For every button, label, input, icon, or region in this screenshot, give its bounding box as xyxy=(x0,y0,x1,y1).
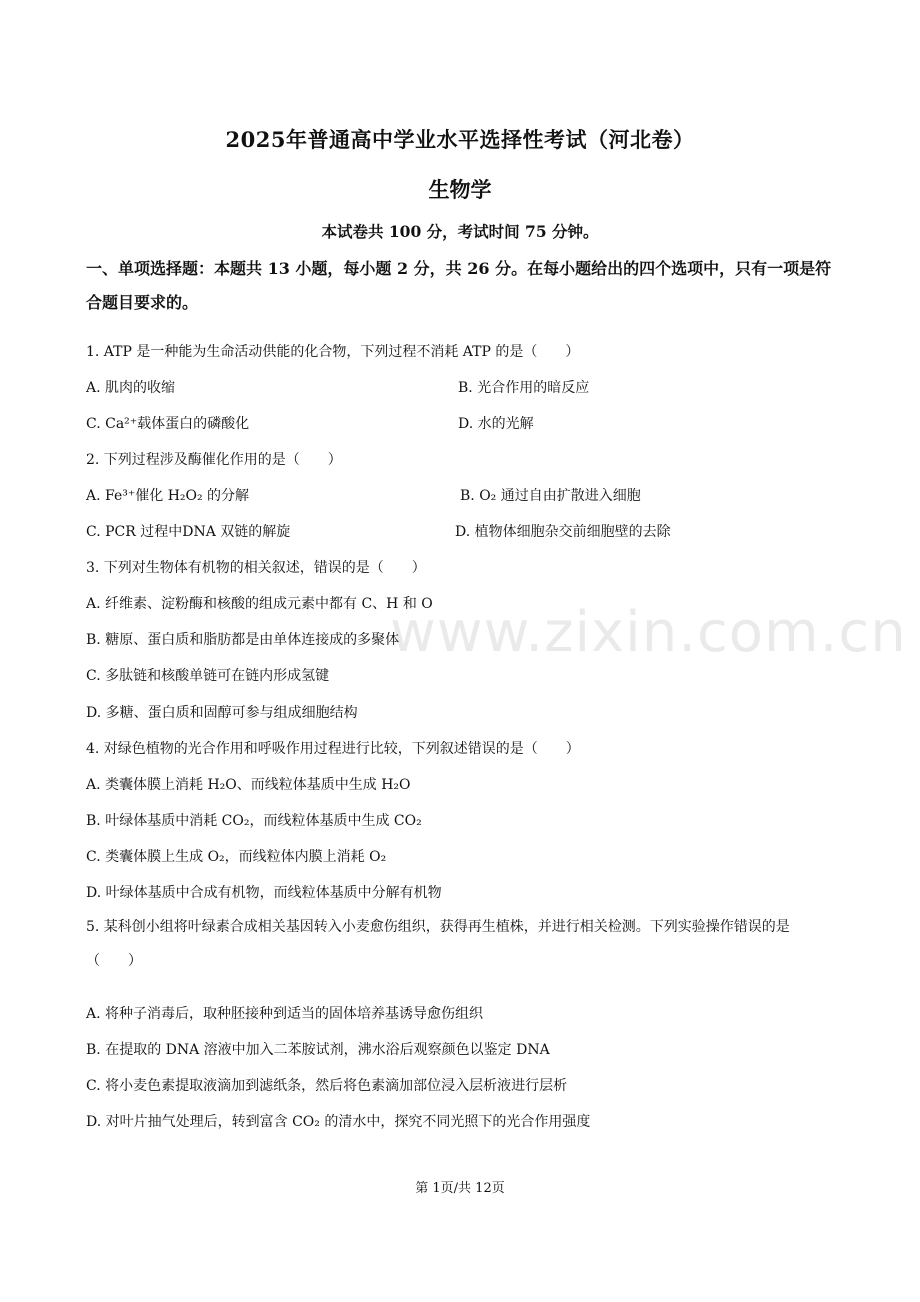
q5-option-a: A. 将种子消毒后，取种胚接种到适当的固体培养基诱导愈伤组织 xyxy=(86,1006,484,1022)
q2-stem: 2. 下列过程涉及酶催化作用的是（ ） xyxy=(86,452,342,468)
q1-stem: 1. ATP 是一种能为生命活动供能的化合物，下列过程不消耗 ATP 的是（ ） xyxy=(86,344,580,360)
q2-option-a: A. Fe³⁺催化 H₂O₂ 的分解 xyxy=(86,488,250,504)
q1-option-d: D. 水的光解 xyxy=(458,416,534,432)
section-heading: 一、单项选择题：本题共 13 小题，每小题 2 分，共 26 分。在每小题给出的四个选项中，只有一项是符合题目要求的。 xyxy=(86,259,832,312)
q5-option-c: C. 将小麦色素提取液滴加到滤纸条，然后将色素滴加部位浸入层析液进行层析 xyxy=(86,1078,568,1094)
q1-option-a: A. 肌肉的收缩 xyxy=(86,380,176,396)
q2-option-d: D. 植物体细胞杂交前细胞壁的去除 xyxy=(455,524,671,540)
q3-stem: 3. 下列对生物体有机物的相关叙述，错误的是（ ） xyxy=(86,560,426,576)
q4-stem: 4. 对绿色植物的光合作用和呼吸作用过程进行比较，下列叙述错误的是（ ） xyxy=(86,741,580,757)
q4-option-c: C. 类囊体膜上生成 O₂，而线粒体内膜上消耗 O₂ xyxy=(86,849,387,865)
q2-option-c: C. PCR 过程中DNA 双链的解旋 xyxy=(86,524,291,540)
q4-option-a: A. 类囊体膜上消耗 H₂O、而线粒体基质中生成 H₂O xyxy=(86,777,411,793)
exam-title: 2025年普通高中学业水平选择性考试（河北卷） xyxy=(225,127,695,152)
q3-option-c: C. 多肽链和核酸单链可在链内形成氢键 xyxy=(86,668,330,684)
q4-option-d: D. 叶绿体基质中合成有机物，而线粒体基质中分解有机物 xyxy=(86,885,442,901)
q5-option-b: B. 在提取的 DNA 溶液中加入二苯胺试剂，沸水浴后观察颜色以鉴定 DNA xyxy=(86,1042,550,1058)
q5-option-d: D. 对叶片抽气处理后，转到富含 CO₂ 的清水中，探究不同光照下的光合作用强度 xyxy=(86,1114,591,1130)
page-number: 第 1页/共 12页 xyxy=(415,1181,505,1196)
q4-option-b: B. 叶绿体基质中消耗 CO₂，而线粒体基质中生成 CO₂ xyxy=(86,813,422,829)
q5-stem: 5. 某科创小组将叶绿素合成相关基因转入小麦愈伤组织，获得再生植株，并进行相关检测。下列实验操作错误的是（ ） xyxy=(86,919,790,969)
q3-option-d: D. 多糖、蛋白质和固醇可参与组成细胞结构 xyxy=(86,705,358,721)
subject-title: 生物学 xyxy=(428,177,492,202)
q3-option-b: B. 糖原、蛋白质和脂肪都是由单体连接成的多聚体 xyxy=(86,632,400,648)
q3-option-a: A. 纤维素、淀粉酶和核酸的组成元素中都有 C、H 和 O xyxy=(86,596,433,612)
exam-info: 本试卷共 100 分，考试时间 75 分钟。 xyxy=(321,222,599,241)
q2-option-b: B. O₂ 通过自由扩散进入细胞 xyxy=(460,488,641,504)
q1-option-b: B. 光合作用的暗反应 xyxy=(458,380,590,396)
watermark: www.zixin.com.cn xyxy=(390,600,907,665)
q1-option-c: C. Ca²⁺载体蛋白的磷酸化 xyxy=(86,416,250,432)
